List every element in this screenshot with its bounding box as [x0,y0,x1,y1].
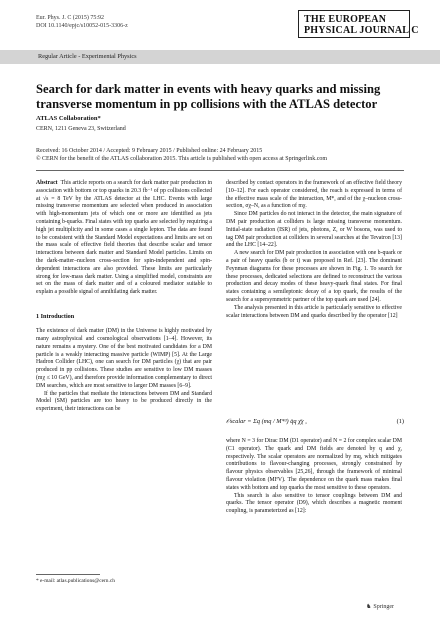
journal-citation: Eur. Phys. J. C (2015) 75:92 [36,15,105,21]
journal-reference [36,14,128,30]
springer-horse-icon: ♞ [366,604,372,610]
body-paragraph: This search is also sensitive to tensor couplings between DM and quarks. The tensor operator (D9), which describes a magnetic moment coupling, is parameterized as [12]: [226,492,402,515]
divider [36,170,404,171]
section-heading-introduction: 1 Introduction [36,312,75,320]
equation-expression: 𝒪scalar = Σq (mq / M*³) q̄q χ̄χ , [226,418,307,425]
publisher-name: Springer [373,604,395,610]
body-paragraph: A new search for DM pair production in association with one b-quark or a pair of heavy quarks (b or t) was proposed in Ref. [23]. The dominant Feynman diagrams for these processes are shown in Fig. 1. To search for these processes, dedicated selections are defined to reconstruct the various production and decay modes of these heavy-quark final states. For final states containing a semileptonic decay of a top quark, the results of the search for a supersymmetric partner of the top quark are used [24]. [226,250,402,303]
author: ATLAS Collaboration* [36,115,101,122]
affiliation: CERN, 1211 Geneva 23, Switzerland [36,126,126,132]
logo-line-1: THE EUROPEAN [304,14,387,25]
right-column [226,180,402,320]
body-paragraph: Since DM particles do not interact in the detector, the main signature of DM pair production at colliders is large missing transverse momentum. Initial-state radiation (ISR) of jets, photons, Z, or W bosons, was used to tag DM pair production at colliders in several searches at the Tevatron [13] and the LHC [14–22]. [226,211,402,249]
equation-number: (1) [396,418,404,425]
footnote-divider [36,574,100,575]
publication-dates [36,147,327,163]
doi-link[interactable]: DOI 10.1140/epjc/s10052-015-3306-z [36,23,128,29]
equation-1 [226,412,404,432]
journal-logo [298,10,419,38]
footnote: * e-mail: atlas.publications@cern.ch [36,578,115,584]
received-dates: Received: 16 October 2014 / Accepted: 9 February 2015 / Published online: 24 February 2015 [36,148,263,154]
copyright-line: © CERN for the benefit of the ATLAS collaboration 2015. This article is published with open access at Springerlink.com [36,156,328,162]
intro-paragraph: The existence of dark matter (DM) in the Universe is highly motivated by many astrophysical and cosmological observations [1–4]. However, its nature remains a mystery. One of the best motivated candidates for a DM particle is a weakly interacting massive particle (WIMP) [5]. At the Large Hadron Collider (LHC), one can search for DM particles (χ) that are pair produced in pp collisions. These studies are sensitive to low DM masses (mχ ≤ 10 GeV), and therefore provide information complementary to direct DM searches, which are most sensitive to larger DM masses [6–9]. [36,328,212,389]
abstract-label: Abstract [36,180,58,186]
publisher-mark [366,603,394,610]
body-paragraph: The analysis presented in this article is particularly sensitive to effective scalar interactions between DM and quarks described by the operator [12] [226,304,402,319]
body-paragraph: where N = 3 for Dirac DM (D1 operator) and N = 2 for complex scalar DM (C1 operator). The quark and DM fields are denoted by q and χ, respectively. The scalar operators are normalized by mq, which mitigates contributions to flavour-changing processes, strongly constrained by flavour physics observables [25,26], through the framework of minimal flavour violation (MFV). The dependence on the quark mass makes final states with bottom and top quarks the most sensitive to these operators. [226,438,402,491]
paper-title: Search for dark matter in events with heavy quarks and missing transverse momentum in pp collisions with the ATLAS detector [36,82,381,111]
article-type: Regular Article - Experimental Physics [38,53,137,60]
left-column [36,180,212,414]
abstract [36,180,212,297]
abstract-text: This article reports on a search for dark matter pair production in association with bottom or top quarks in 20.3 fb⁻¹ of pp collisions collected at √s = 8 TeV by the ATLAS detector at the LHC. Events with large missing transverse momentum are selected when produced in association with high-momentum jets of which one or more are identified as jets containing b-quarks. Final states with top quarks are selected by requiring a high jet multiplicity and in some cases a single lepton. The data are found to be consistent with the Standard Model expectations and limits are set on the mass scale of effective field theories that describe scalar and tensor interactions between dark matter and Standard Model particles. Limits on the dark-matter–nucleon cross-section for spin-independent and spin-dependent interactions are also provided. These limits are particularly strong for low-mass dark matter. Using a simplified model, constraints are set on the mass of dark matter and of a coloured mediator suitable to explain a possible signal of annihilating dark matter. [36,180,212,296]
intro-paragraph: If the particles that mediate the interactions between DM and Standard Model (SM) particles are too heavy to be produced directly in the experiment, their interactions can be [36,390,212,413]
logo-line-2: PHYSICAL JOURNAL C [304,25,419,36]
body-paragraph: described by contact operators in the framework of an effective field theory [10–12]. For each operator considered, the reach is expressed in terms of the effective mass scale of the interaction, M*, and of the χ–nucleon cross-section, σχ–N, as a function of mχ. [226,180,402,210]
right-column-continued [226,438,402,516]
